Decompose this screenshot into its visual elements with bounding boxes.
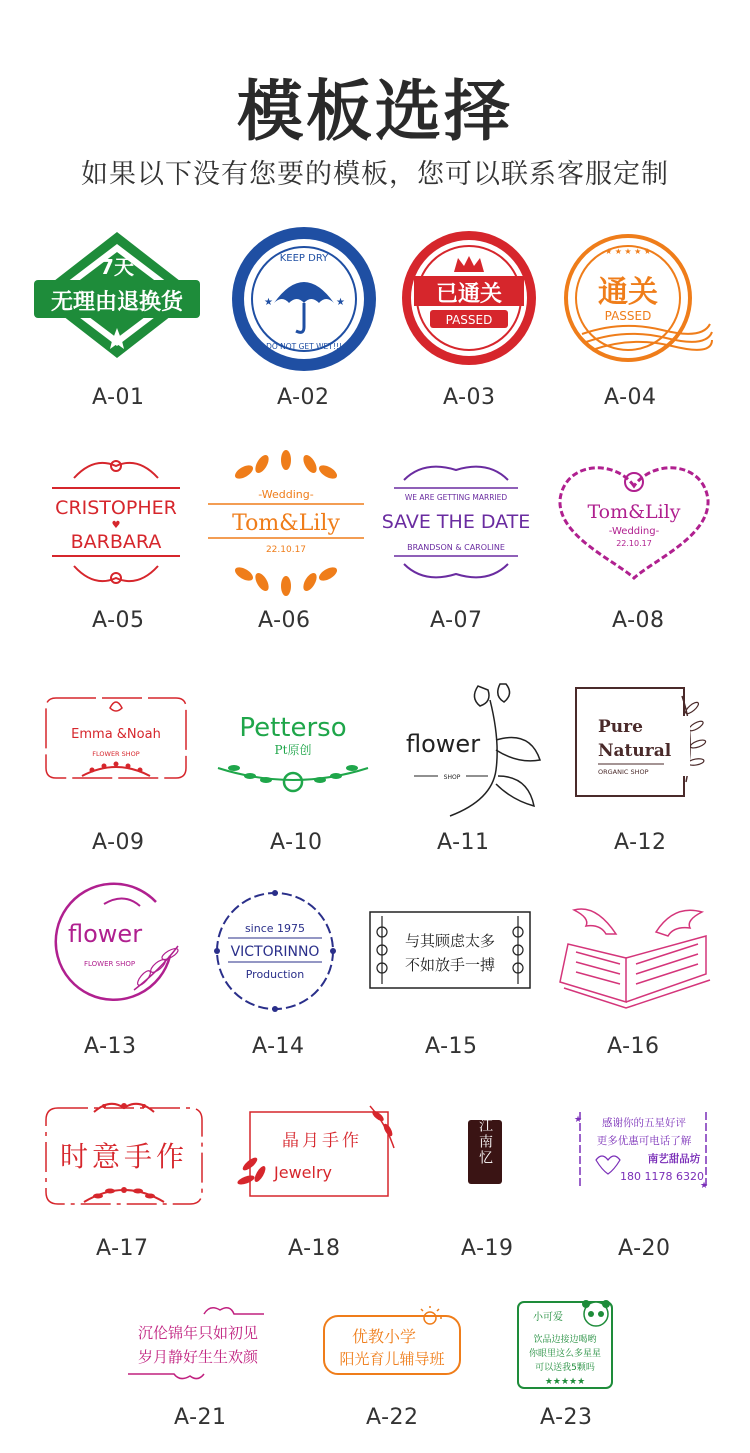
- stamp-a15-line2: 不如放手一搏: [404, 956, 496, 974]
- template-code: A-01: [92, 385, 145, 410]
- template-card[interactable]: [400, 680, 548, 820]
- template-code: A-16: [607, 1034, 660, 1059]
- stamp-a10-name: Petterso: [239, 713, 347, 743]
- stamp-a10-graphic: [210, 706, 376, 798]
- stamp-a14-sub: Production: [245, 968, 305, 981]
- stamp-a14-graphic: [210, 888, 340, 1014]
- stamp-a20-line1: 感谢你的五星好评: [602, 1117, 686, 1129]
- stamp-a02-graphic: [230, 225, 378, 373]
- template-card[interactable]: [320, 1306, 464, 1378]
- stamp-a05-line2: BARBARA: [70, 531, 162, 553]
- stamp-a06-graphic: [204, 452, 368, 594]
- template-card[interactable]: [210, 888, 340, 1014]
- stamp-a08-wedding: -Wedding-: [608, 526, 660, 537]
- template-card[interactable]: [114, 1304, 282, 1384]
- stamp-a23-graphic: [516, 1298, 616, 1390]
- stamp-a09-graphic: [42, 694, 190, 796]
- template-code: A-22: [366, 1405, 419, 1430]
- stamp-a04-sub: PASSED: [604, 309, 652, 323]
- stamp-a17-graphic: [40, 1098, 208, 1222]
- template-card[interactable]: [562, 232, 712, 366]
- stamp-a20-shop: 南艺甜品坊: [647, 1153, 701, 1165]
- template-card[interactable]: [44, 452, 188, 594]
- stamp-a07-main: SAVE THE DATE: [381, 511, 531, 533]
- stamp-a02-top: KEEP DRY: [279, 253, 329, 264]
- svg-text:★: ★: [700, 1181, 709, 1191]
- svg-text:★: ★: [336, 297, 345, 308]
- template-card[interactable]: [468, 1120, 502, 1184]
- stamp-a12-line1: Pure: [598, 717, 643, 737]
- stamp-a20-graphic: [572, 1108, 714, 1190]
- template-code: A-12: [614, 830, 667, 855]
- template-code: A-17: [96, 1236, 149, 1261]
- template-code: A-19: [461, 1236, 514, 1261]
- stamp-a03-graphic: [400, 226, 538, 370]
- stamp-a05-line1: CRISTOPHER: [55, 497, 177, 519]
- stamp-a20-line2: 更多优惠可电话了解: [596, 1135, 692, 1147]
- stamp-a09-names: Emma &Noah: [71, 727, 161, 742]
- template-card[interactable]: [44, 880, 184, 1004]
- stamp-a18-sub: Jewelry: [274, 1163, 332, 1182]
- template-code: A-08: [612, 608, 665, 633]
- template-code: A-20: [618, 1236, 671, 1261]
- stamp-a02-bottom: DO NOT GET WET!!!: [266, 342, 342, 351]
- stamp-a14-since: since 1975: [244, 922, 306, 935]
- stamp-a21-line2: 岁月静好生生欢颜: [137, 1348, 259, 1366]
- template-card[interactable]: [574, 686, 706, 798]
- stamp-a06-names: Tom&Lily: [232, 511, 340, 536]
- stamp-a12-graphic: [574, 686, 706, 798]
- template-code: A-06: [258, 608, 311, 633]
- svg-text:★: ★: [264, 297, 273, 308]
- stamp-a18-graphic: [236, 1104, 402, 1204]
- template-code: A-02: [277, 385, 330, 410]
- stamp-a06-date: 22.10.17: [265, 545, 307, 555]
- stamp-a23-title: 小可爱: [533, 1312, 563, 1323]
- template-code: A-15: [425, 1034, 478, 1059]
- stamp-a13-name: flower: [68, 920, 143, 948]
- template-card[interactable]: [374, 458, 538, 584]
- stamp-a07-graphic: [374, 458, 538, 584]
- stamp-a19-text: 江南忆: [477, 1118, 493, 1166]
- template-code: A-03: [443, 385, 496, 410]
- stamp-a22-line2: 阳光育儿辅导班: [339, 1350, 445, 1368]
- template-card[interactable]: [230, 225, 378, 373]
- stamp-a14-name: VICTORINNO: [230, 944, 320, 960]
- template-card[interactable]: [516, 1298, 616, 1390]
- stamp-a16-book-icon: [556, 904, 714, 1010]
- stamp-a06-wedding: -Wedding-: [258, 488, 314, 501]
- stamp-a15-graphic: [368, 910, 532, 990]
- stamp-a01-days: 7天: [100, 255, 134, 279]
- stamp-a08-graphic: [554, 456, 714, 582]
- stamp-a22-graphic: [320, 1306, 464, 1378]
- stamp-a01-text: 无理由退换货: [50, 290, 184, 315]
- stamp-a07-bottom: BRANDSON & CAROLINE: [407, 543, 505, 552]
- template-code: A-23: [540, 1405, 593, 1430]
- stamp-a08-date: 22.10.17: [616, 539, 652, 548]
- stamp-a04-graphic: [562, 232, 712, 366]
- template-code: A-09: [92, 830, 145, 855]
- stamp-a20-phone: 180 1178 6320: [620, 1170, 704, 1183]
- stamp-a17-text: 时意手作: [59, 1140, 189, 1173]
- stamp-a23-stars: ★★★★★: [544, 1377, 586, 1387]
- template-code: A-10: [270, 830, 323, 855]
- stamp-a12-line2: Natural: [598, 741, 672, 761]
- template-code: A-11: [437, 830, 490, 855]
- stamp-a12-sub: ORGANIC SHOP: [598, 768, 649, 776]
- template-card[interactable]: [554, 456, 714, 582]
- stamp-a15-line1: 与其顾虑太多: [404, 932, 496, 950]
- stamp-a21-graphic: [114, 1304, 282, 1384]
- template-card[interactable]: [210, 706, 376, 798]
- template-card[interactable]: [204, 452, 368, 594]
- template-card[interactable]: [400, 226, 538, 370]
- stamp-a03-text: 已通关: [435, 282, 503, 307]
- stamp-a05-graphic: [44, 452, 188, 594]
- stamp-a19-graphic: [468, 1120, 502, 1184]
- stamp-a11-sub: SHOP: [443, 774, 461, 781]
- template-code: A-14: [252, 1034, 305, 1059]
- svg-text:★: ★: [574, 1115, 583, 1125]
- template-code: A-13: [84, 1034, 137, 1059]
- stamp-a13-graphic: [44, 880, 184, 1004]
- template-code: A-04: [604, 385, 657, 410]
- stamp-a23-line3: 可以送我5颗吗: [535, 1363, 595, 1373]
- stamp-a01-graphic: [34, 230, 200, 360]
- template-code: A-18: [288, 1236, 341, 1261]
- template-code: A-05: [92, 608, 145, 633]
- stamp-a04-text: 通关: [598, 275, 658, 310]
- stamp-a11-graphic: [400, 680, 548, 820]
- template-code: A-07: [430, 608, 483, 633]
- stamp-a18-text: 晶月手作: [282, 1131, 362, 1151]
- template-card[interactable]: [42, 694, 190, 796]
- template-card[interactable]: [368, 910, 532, 990]
- svg-text:♥: ♥: [111, 520, 121, 531]
- stamp-a23-line2: 你眼里这么多星星: [528, 1349, 602, 1359]
- stamp-a08-names: Tom&Lily: [587, 501, 681, 523]
- template-card[interactable]: [34, 230, 200, 360]
- stamp-a03-sub: PASSED: [445, 313, 493, 327]
- template-card[interactable]: [40, 1098, 208, 1222]
- stamp-a13-sub: FLOWER SHOP: [84, 960, 136, 968]
- template-card[interactable]: [236, 1104, 402, 1204]
- template-card[interactable]: [572, 1108, 714, 1190]
- template-code: A-21: [174, 1405, 227, 1430]
- stamp-a09-sub: FLOWER SHOP: [92, 750, 140, 758]
- stamp-a10-sub: Pt原创: [274, 743, 312, 757]
- svg-text:★ ★ ★ ★ ★: ★ ★ ★ ★ ★: [604, 247, 652, 256]
- page-subtitle: 如果以下没有您要的模板，您可以联系客服定制: [81, 159, 669, 190]
- stamp-a11-name: flower: [406, 730, 481, 758]
- stamp-a23-line1: 饮品边接边喝哟: [533, 1335, 597, 1345]
- template-card[interactable]: [556, 904, 714, 1010]
- stamp-a21-line1: 沉伦锦年只如初见: [137, 1324, 259, 1342]
- page-title: 模板选择: [237, 73, 513, 150]
- stamp-a22-line1: 优教小学: [351, 1327, 417, 1346]
- stamp-a07-top: WE ARE GETTING MARRIED: [404, 493, 508, 502]
